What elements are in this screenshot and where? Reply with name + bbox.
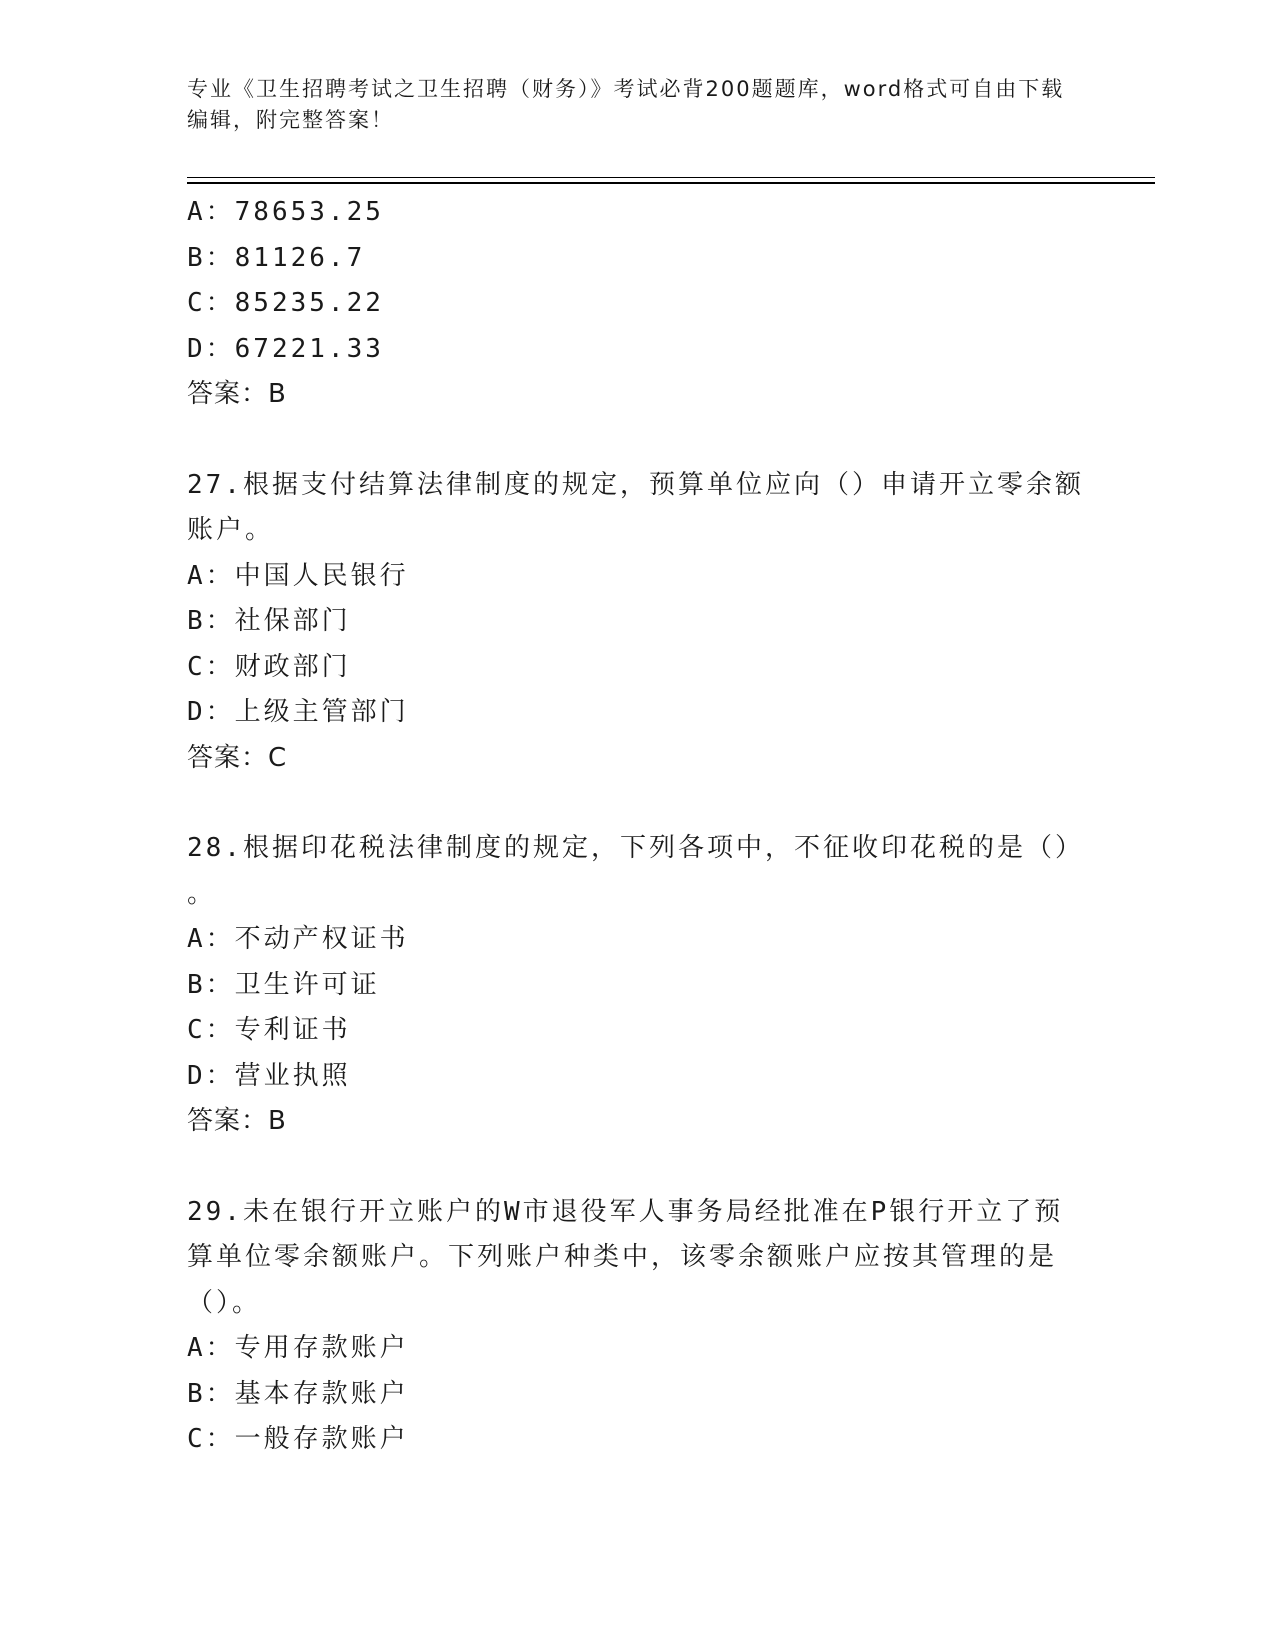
option-a: A：专用存款账户 — [187, 1333, 409, 1363]
spacer — [187, 1145, 1087, 1190]
question-list — [187, 190, 1087, 1463]
option-c: C：一般存款账户 — [187, 1424, 409, 1454]
question-stem-continued: 。 — [187, 878, 217, 909]
option-d: D：67221.33 — [187, 333, 384, 364]
answer: 答案：B — [187, 1106, 287, 1136]
header-divider — [187, 177, 1155, 184]
question-stem-continued: 算单位零余额账户。下列账户种类中，该零余额账户应按其管理的是 — [187, 1242, 1058, 1272]
option-c: C：85235.22 — [187, 288, 384, 318]
question-stem-continued: 账户。 — [187, 515, 275, 545]
question-26 — [187, 190, 1087, 418]
option-b: B：基本存款账户 — [187, 1378, 409, 1409]
spacer — [187, 418, 1087, 463]
option-c: C：财政部门 — [187, 651, 351, 682]
option-a: A：中国人民银行 — [187, 560, 409, 591]
option-b: B：卫生许可证 — [187, 969, 380, 1000]
option-a: A：不动产权证书 — [187, 924, 409, 954]
question-stem: 27.根据支付结算法律制度的规定，预算单位应向（）申请开立零余额 — [187, 469, 1084, 500]
question-28 — [187, 826, 1087, 1145]
option-d: D：营业执照 — [187, 1060, 351, 1091]
question-27 — [187, 463, 1087, 782]
question-29 — [187, 1190, 1087, 1463]
answer: 答案：B — [187, 379, 287, 409]
option-b: B：81126.7 — [187, 242, 366, 273]
question-stem: 28.根据印花税法律制度的规定，下列各项中，不征收印花税的是（） — [187, 833, 1084, 863]
spacer — [187, 781, 1087, 826]
option-b: B：社保部门 — [187, 606, 351, 636]
option-d: D：上级主管部门 — [187, 697, 409, 727]
answer: 答案：C — [187, 742, 288, 773]
document-header: 专业《卫生招聘考试之卫生招聘（财务）》考试必背200题题库，word格式可自由下载编辑，附完整答案！ — [187, 77, 1065, 132]
option-c: C：专利证书 — [187, 1015, 351, 1045]
question-stem-continued: （）。 — [187, 1287, 262, 1318]
question-stem: 29.未在银行开立账户的W市退役军人事务局经批准在P银行开立了预 — [187, 1196, 1064, 1227]
option-a: A：78653.25 — [187, 197, 384, 227]
